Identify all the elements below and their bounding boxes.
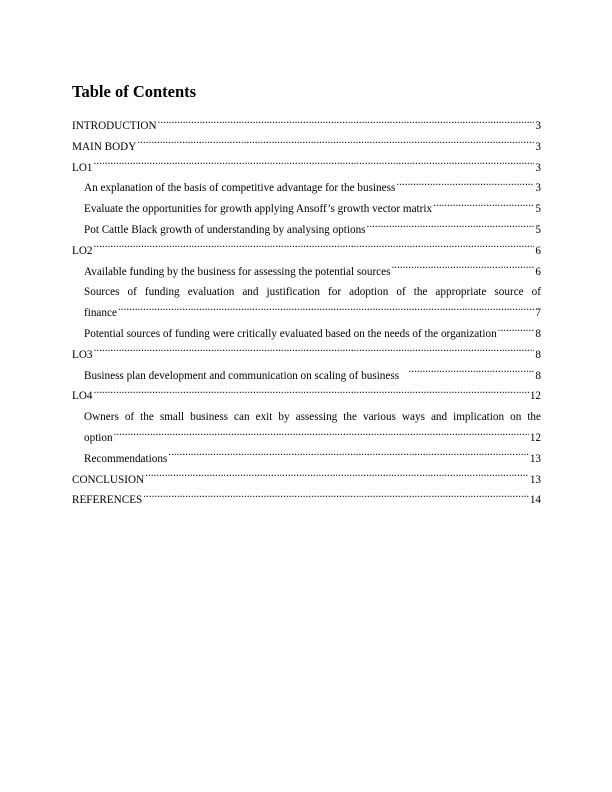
toc-entry-label: LO1 [72, 161, 93, 174]
table-of-contents [72, 116, 541, 511]
toc-entry-second-line [84, 428, 541, 449]
dot-leader [145, 471, 529, 482]
dot-leader [158, 118, 535, 129]
toc-entry-label: Recommendations [84, 452, 168, 465]
toc-entry-recommendations[interactable] [72, 449, 541, 470]
toc-page-number: 5 [535, 203, 541, 216]
toc-entry-label: Available funding by the business for assessing the potential sources [84, 265, 391, 278]
dot-leader [137, 139, 534, 150]
toc-entry-label: LO3 [72, 348, 93, 361]
toc-page-number: 14 [529, 494, 541, 507]
dot-leader [168, 451, 529, 462]
dot-leader [143, 492, 529, 503]
toc-entry-label: Pot Cattle Black growth of understanding by analysing options [84, 223, 366, 236]
toc-page-number: 8 [535, 369, 541, 382]
dot-leader [391, 263, 534, 274]
toc-entry-label-line1: Owners of the small business can exit by assessing the various ways and implication on the [84, 411, 541, 424]
toc-page-number: 13 [529, 473, 541, 486]
toc-page-number: 3 [535, 161, 541, 174]
toc-entry-label: CONCLUSION [72, 473, 145, 486]
toc-title: Table of Contents [72, 82, 197, 101]
toc-entry-business-plan[interactable] [72, 366, 541, 387]
toc-page-number: 7 [535, 307, 541, 320]
toc-entry-references[interactable] [72, 490, 541, 511]
toc-entry-label: MAIN BODY [72, 140, 137, 153]
toc-entry-label-line2: finance [84, 307, 117, 320]
toc-entry-available-funding[interactable] [72, 262, 541, 283]
toc-page-number: 12 [529, 431, 541, 444]
toc-entry-label: LO4 [72, 390, 93, 403]
toc-page-number: 3 [535, 140, 541, 153]
toc-entry-label: REFERENCES [72, 494, 143, 507]
toc-entry-second-line [84, 303, 541, 324]
dot-leader [94, 388, 529, 399]
dot-leader [408, 367, 534, 378]
toc-page-number: 3 [535, 182, 541, 195]
dot-leader [396, 180, 534, 191]
toc-entry-potential-sources[interactable] [72, 324, 541, 345]
toc-entry-ansoff-matrix[interactable] [72, 199, 541, 220]
dot-leader [94, 159, 535, 170]
toc-entry-lo3[interactable] [72, 345, 541, 366]
toc-page-number: 8 [535, 348, 541, 361]
toc-entry-label-line1: Sources of funding evaluation and justification for adoption of the appropriate source of [84, 286, 541, 299]
toc-page-number: 13 [529, 452, 541, 465]
toc-entry-label: LO2 [72, 244, 93, 257]
toc-page-number: 12 [529, 390, 541, 403]
toc-entry-competitive-advantage[interactable] [72, 178, 541, 199]
toc-entry-label: Business plan development and communication on scaling of business [84, 369, 408, 382]
toc-entry-lo2[interactable] [72, 241, 541, 262]
toc-entry-pot-cattle-black[interactable] [72, 220, 541, 241]
toc-entry-label: Evaluate the opportunities for growth applying Ansoff’s growth vector matrix [84, 203, 433, 216]
dot-leader [118, 305, 534, 316]
toc-page-number: 5 [535, 223, 541, 236]
toc-entry-lo4[interactable] [72, 386, 541, 407]
dot-leader [498, 326, 535, 337]
toc-entry-label: Potential sources of funding were critically evaluated based on the needs of the organization [84, 327, 497, 340]
toc-page-number: 8 [535, 327, 541, 340]
toc-page-number: 6 [535, 265, 541, 278]
dot-leader [433, 201, 534, 212]
toc-entry-label: INTRODUCTION [72, 120, 157, 132]
toc-page-number: 6 [535, 244, 541, 257]
toc-entry-label-line2: option [84, 431, 113, 444]
toc-entry-owners-exit[interactable] [72, 407, 541, 449]
dot-leader [367, 222, 535, 233]
toc-entry-label: An explanation of the basis of competitive advantage for the business [84, 182, 396, 195]
toc-entry-main-body[interactable] [72, 137, 541, 158]
dot-leader [94, 347, 535, 358]
toc-entry-introduction[interactable] [72, 116, 541, 137]
toc-entry-conclusion[interactable] [72, 470, 541, 491]
dot-leader [94, 243, 535, 254]
toc-page-number: 3 [535, 120, 541, 132]
dot-leader [114, 430, 529, 441]
toc-entry-lo1[interactable] [72, 158, 541, 179]
toc-entry-sources-of-funding[interactable] [72, 282, 541, 324]
